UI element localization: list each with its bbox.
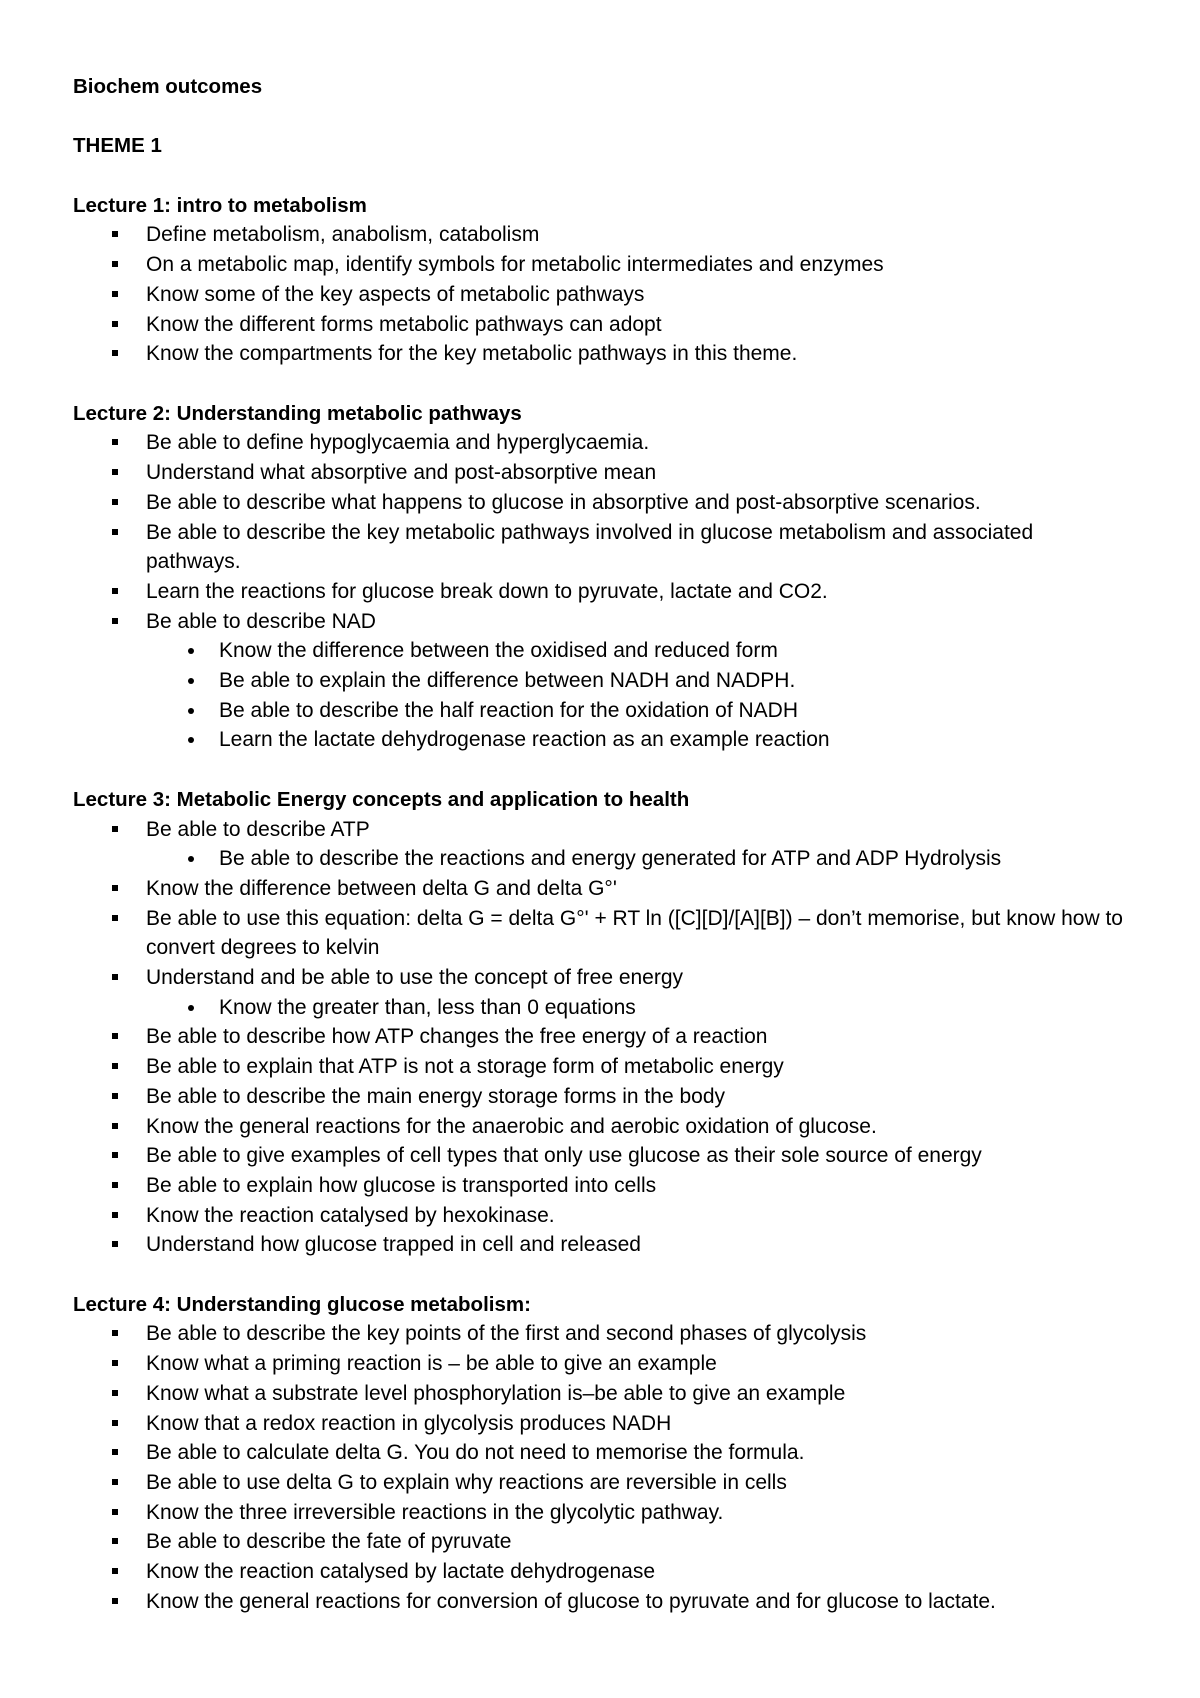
document-title: Biochem outcomes bbox=[73, 75, 263, 98]
list-item: Be able to describe how ATP changes the free energy of a reaction bbox=[73, 1022, 1133, 1052]
sub-list-item: Learn the lactate dehydrogenase reaction as an example reaction bbox=[73, 725, 1133, 755]
list-item: Know the compartments for the key metabolic pathways in this theme. bbox=[73, 339, 1133, 369]
list-item: Be able to define hypoglycaemia and hyperglycaemia. bbox=[73, 428, 1133, 458]
list-item: Be able to describe the main energy storage forms in the body bbox=[73, 1082, 1133, 1112]
lecture-3-title: Lecture 3: Metabolic Energy concepts and application to health bbox=[73, 787, 690, 811]
lecture-1-title: Lecture 1: intro to metabolism bbox=[73, 193, 367, 217]
list-item: On a metabolic map, identify symbols for metabolic intermediates and enzymes bbox=[73, 250, 1133, 280]
list-item: Know that a redox reaction in glycolysis produces NADH bbox=[73, 1409, 1133, 1439]
list-item: Know the three irreversible reactions in the glycolytic pathway. bbox=[73, 1498, 1133, 1528]
list-item: Know the reaction catalysed by lactate dehydrogenase bbox=[73, 1557, 1133, 1587]
list-item: Understand how glucose trapped in cell and released bbox=[73, 1230, 1133, 1260]
list-item: Know the reaction catalysed by hexokinase. bbox=[73, 1201, 1133, 1231]
sub-list-item: Be able to explain the difference between NADH and NADPH. bbox=[73, 666, 1133, 696]
list-item: Define metabolism, anabolism, catabolism bbox=[73, 220, 1133, 250]
sub-list-item: Be able to describe the half reaction for the oxidation of NADH bbox=[73, 696, 1133, 726]
list-item: Be able to describe ATP bbox=[73, 815, 1133, 845]
lecture-3-outcomes bbox=[73, 815, 1133, 1261]
list-item: Be able to describe the key metabolic pathways involved in glucose metabolism and associated pathways. bbox=[73, 518, 1133, 577]
list-item: Be able to describe the key points of the first and second phases of glycolysis bbox=[73, 1319, 1133, 1349]
sub-list-item: Know the difference between the oxidised and reduced form bbox=[73, 636, 1133, 666]
lecture-3-section bbox=[73, 785, 1133, 1260]
list-item: Know what a substrate level phosphorylation is–be able to give an example bbox=[73, 1379, 1133, 1409]
list-item: Know the difference between delta G and delta G°' bbox=[73, 874, 1133, 904]
list-item: Be able to describe what happens to glucose in absorptive and post-absorptive scenarios. bbox=[73, 488, 1133, 518]
list-item: Be able to use this equation: delta G = delta G°' + RT ln ([C][D]/[A][B]) – don’t memorise, but know how to convert degrees to kelvin bbox=[73, 904, 1133, 963]
list-item: Be able to give examples of cell types that only use glucose as their sole source of energy bbox=[73, 1141, 1133, 1171]
list-item: Be able to explain that ATP is not a storage form of metabolic energy bbox=[73, 1052, 1133, 1082]
lecture-2-section bbox=[73, 399, 1133, 755]
lecture-1-outcomes bbox=[73, 220, 1133, 369]
list-item: Know the general reactions for conversion of glucose to pyruvate and for glucose to lactate. bbox=[73, 1587, 1133, 1617]
list-item: Be able to use delta G to explain why reactions are reversible in cells bbox=[73, 1468, 1133, 1498]
list-item: Understand what absorptive and post-absorptive mean bbox=[73, 458, 1133, 488]
list-item: Be able to describe the fate of pyruvate bbox=[73, 1527, 1133, 1557]
sub-list-item: Be able to describe the reactions and energy generated for ATP and ADP Hydrolysis bbox=[73, 844, 1133, 874]
list-item: Know the different forms metabolic pathways can adopt bbox=[73, 310, 1133, 340]
list-item: Understand and be able to use the concept of free energy bbox=[73, 963, 1133, 993]
list-item: Be able to describe NAD bbox=[73, 607, 1133, 637]
lecture-2-title: Lecture 2: Understanding metabolic pathways bbox=[73, 401, 522, 425]
theme-heading: THEME 1 bbox=[73, 134, 162, 158]
list-item: Know what a priming reaction is – be able to give an example bbox=[73, 1349, 1133, 1379]
document-page bbox=[73, 72, 1133, 1646]
lecture-4-outcomes bbox=[73, 1319, 1133, 1616]
lecture-4-title: Lecture 4: Understanding glucose metabolism: bbox=[73, 1292, 531, 1316]
list-item: Learn the reactions for glucose break down to pyruvate, lactate and CO2. bbox=[73, 577, 1133, 607]
list-item: Be able to calculate delta G. You do not need to memorise the formula. bbox=[73, 1438, 1133, 1468]
sub-list-item: Know the greater than, less than 0 equations bbox=[73, 993, 1133, 1023]
list-item: Know some of the key aspects of metabolic pathways bbox=[73, 280, 1133, 310]
list-item: Be able to explain how glucose is transported into cells bbox=[73, 1171, 1133, 1201]
lecture-1-section bbox=[73, 191, 1133, 369]
list-item: Know the general reactions for the anaerobic and aerobic oxidation of glucose. bbox=[73, 1112, 1133, 1142]
lecture-2-outcomes bbox=[73, 428, 1133, 755]
lecture-4-section bbox=[73, 1290, 1133, 1617]
